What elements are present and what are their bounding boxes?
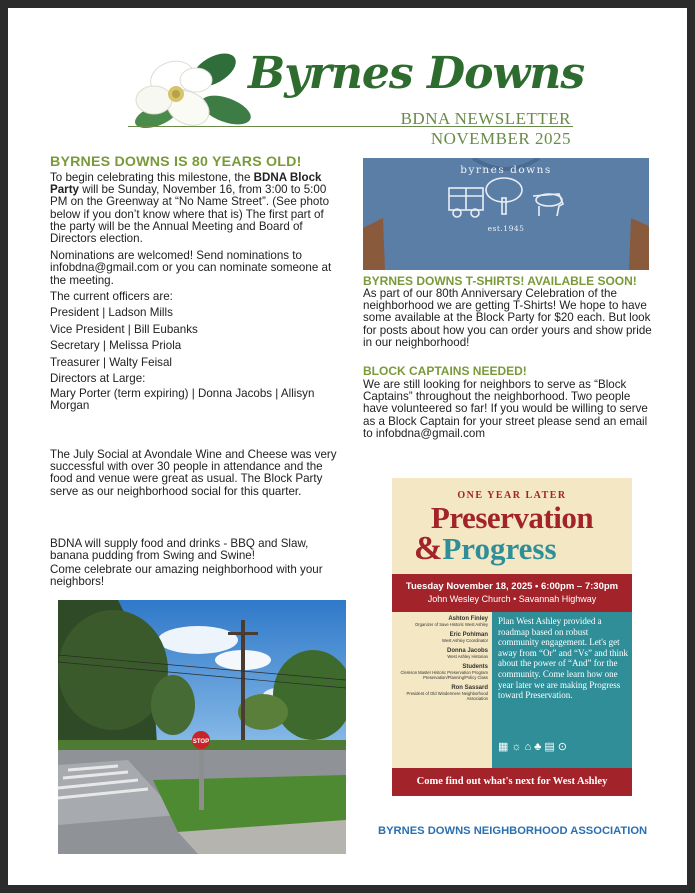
greenway-photo	[58, 600, 346, 854]
speaker-name: Ashton Finley	[448, 616, 488, 622]
newsletter-page	[8, 8, 687, 885]
speaker-role: President of Old Windermere Neighborhood Association	[406, 691, 488, 701]
poster-ampersand: &	[414, 530, 443, 567]
newsletter-date: NOVEMBER 2025	[430, 129, 571, 148]
anniversary-heading: BYRNES DOWNS IS 80 YEARS OLD!	[50, 154, 302, 170]
nominations-paragraph: Nominations are welcomed! Send nominations to infobdna@gmail.com or you can nominate someone at the meeting.	[50, 249, 332, 287]
tshirt-photo	[363, 158, 649, 270]
speaker-name: Donna Jacobs	[446, 648, 488, 654]
left-column-text	[50, 172, 340, 412]
newsletter-label: BDNA NEWSLETTER	[400, 109, 571, 128]
speaker-name: Eric Pohlman	[449, 632, 488, 638]
speaker-role: West Ashley Coordinator	[441, 638, 488, 643]
block-party-paragraph	[50, 172, 340, 245]
poster-title-row	[414, 530, 632, 568]
speaker-role: Clemson Master Historic Preservation Program Preservation/Planning/Policy Class	[400, 670, 488, 680]
poster-title-preservation: Preservation	[430, 500, 594, 535]
poster-icons	[498, 740, 628, 753]
event-poster	[392, 478, 632, 796]
directors-list: Mary Porter (term expiring) | Donna Jacobs | Allisyn Morgan	[50, 386, 315, 413]
social-paragraph: The July Social at Avondale Wine and Cheese was very successful with over 30 people in attendance and the food and venue were great as usual. The Block Party serve as our neighborhood social for this quarter.	[50, 448, 337, 498]
tshirt-brand: byrnes downs	[460, 164, 552, 176]
officer-treasurer: Treasurer | Walty Feisal	[50, 355, 172, 369]
poster-title-progress: Progress	[442, 531, 557, 566]
idea-icon: ☼	[511, 741, 525, 753]
poster-footer: Come find out what's next for West Ashley	[416, 776, 608, 787]
association-footer: BYRNES DOWNS NEIGHBORHOOD ASSOCIATION	[378, 825, 648, 837]
speaker-role: West Ashley Historian	[447, 654, 488, 659]
officer-president: President | Ladson Mills	[50, 306, 173, 320]
poster-date: Tuesday November 18, 2025 • 6:00pm – 7:30pm	[405, 581, 619, 592]
poster-date-banner	[392, 574, 632, 612]
poster-venue: John Wesley Church • Savannah Highway	[427, 594, 597, 604]
directors-label: Directors at Large:	[50, 372, 146, 386]
building-icon: ▦	[498, 741, 512, 753]
officer-secretary: Secretary | Melissa Priola	[50, 339, 182, 353]
speaker-name: Ron Sassard	[451, 685, 488, 691]
poster-speakers	[396, 614, 488, 701]
location-icon: ⊙	[557, 741, 570, 753]
captains-heading: BLOCK CAPTAINS NEEDED!	[363, 364, 527, 378]
officer-vice-president: Vice President | Bill Eubanks	[50, 322, 198, 336]
house-icon: ⌂	[524, 741, 535, 753]
poster-blurb: Plan West Ashley provided a roadmap based on robust community engagement. Let's get away from “Or” and “Vs” and think about the power of “And” for the community. Come learn how one year later we are making Progress toward Preservation.	[498, 616, 628, 701]
poster-kicker: ONE YEAR LATER	[457, 490, 567, 501]
speaker-role: Organizer of Save Historic West Ashley	[415, 622, 488, 627]
p1-text-a: To begin celebrating this milestone, the	[50, 171, 254, 184]
block-party-label: BDNA Block Party	[50, 171, 322, 197]
food-paragraph: BDNA will supply food and drinks - BBQ and Slaw, banana pudding from Swing and Swine!	[50, 537, 309, 563]
tshirts-heading: BYRNES DOWNS T-SHIRTS! AVAILABLE SOON!	[363, 274, 637, 288]
magnolia-logo	[126, 38, 256, 148]
newsletter-title: Byrnes Downs	[248, 48, 585, 99]
speaker-name: Students	[462, 664, 488, 670]
tshirts-paragraph: As part of our 80th Anniversary Celebration of the neighborhood we are getting T-Shirts! We hope to have some available at the Block Party for $20 each. But look for posts about how you can order yours and show pride in our neighborhood!	[363, 287, 652, 349]
celebrate-paragraph: Come celebrate our amazing neighborhood with your neighbors!	[50, 563, 323, 589]
captains-paragraph: We are still looking for neighbors to serve as “Block Captains” throughout the neighborhood. Two people have volunteered so far! If you would be willing to serve as a Block Captain for your street please send an email to infobdna@gmail.com	[363, 378, 648, 440]
officers-intro: The current officers are:	[50, 289, 173, 303]
stop-sign-text: STOP	[192, 739, 210, 745]
grid-icon: ▤	[544, 741, 558, 753]
tree-icon: ♣	[534, 741, 545, 753]
tshirt-est: est.1945	[487, 224, 525, 233]
p1-text-c: will be Sunday, November 16, from 3:00 to 5:00 PM on the Greenway at “No Name Street”. (See photo below if you don’t know where that is) The first part of the party will be the Annual Meeting and Board of Directors election.	[50, 183, 330, 246]
